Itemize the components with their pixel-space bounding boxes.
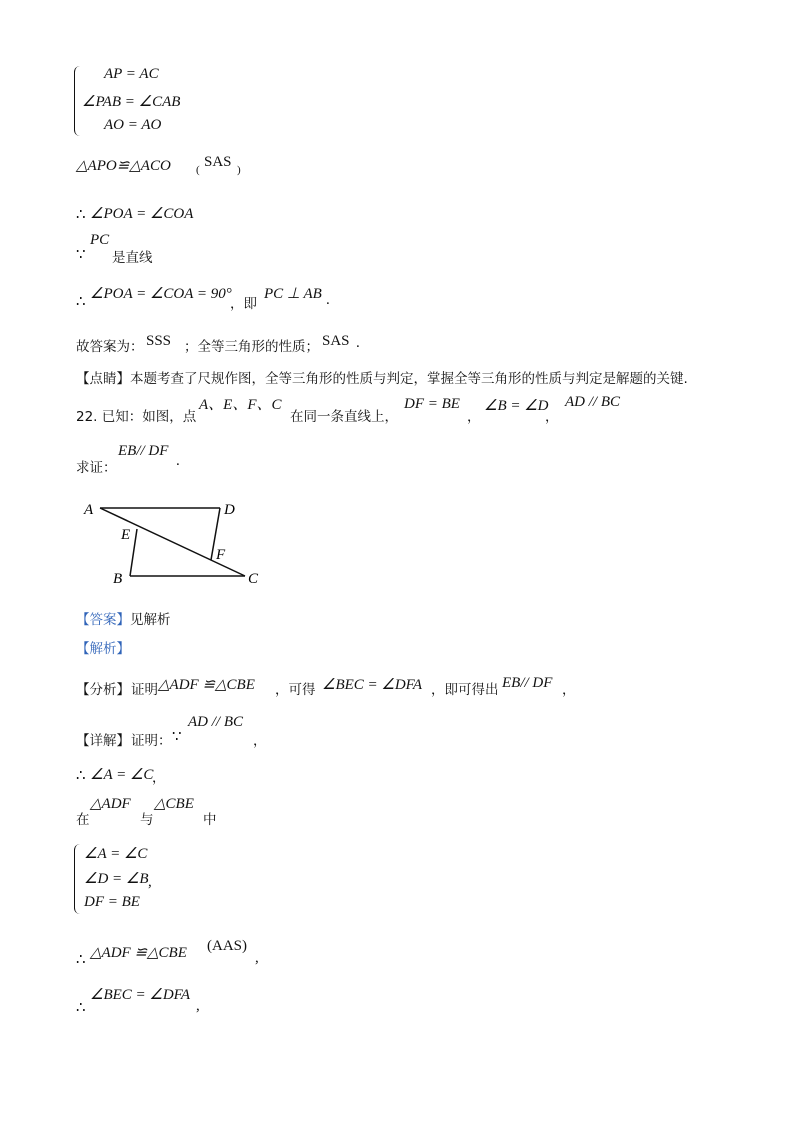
comma: , xyxy=(148,874,152,890)
math-expression: ∠BEC = ∠DFA xyxy=(90,987,191,1003)
math-expression: ∠POA = ∠COA xyxy=(90,206,194,222)
comma: , xyxy=(255,950,259,966)
therefore-symbol: ∴ xyxy=(76,768,86,784)
answer-text: 故答案为： xyxy=(76,339,144,355)
system-row: ∠PAB = ∠CAB xyxy=(82,94,181,110)
text: ， xyxy=(253,733,267,749)
because-symbol: ∵ xyxy=(172,729,182,745)
question-number: 22. 已知：如图，点 xyxy=(76,409,197,425)
system-row: AO = AO xyxy=(104,117,162,133)
prove-label: 求证： xyxy=(76,460,117,476)
text: ， xyxy=(152,770,166,786)
fenxi-tag: 【分析】 xyxy=(76,682,130,698)
congruence-expression: △ADF ≌△CBE xyxy=(90,945,187,961)
geometry-figure xyxy=(80,495,280,595)
text: ，即 xyxy=(230,296,257,312)
label-f: F xyxy=(216,547,226,563)
text: ，即可得出 xyxy=(431,682,499,698)
math-expression: ∠A = ∠C xyxy=(90,767,154,783)
therefore-symbol: ∴ xyxy=(76,1000,86,1016)
text: ， xyxy=(467,409,481,425)
paren: ( xyxy=(196,164,200,176)
reason: SAS xyxy=(204,154,232,170)
math-expression: AD // BC xyxy=(188,714,243,730)
condition: ∠B = ∠D xyxy=(484,398,549,414)
system-row: ∠A = ∠C xyxy=(84,846,148,862)
label-e: E xyxy=(121,527,131,543)
condition: AD // BC xyxy=(565,394,620,410)
text: 证明 xyxy=(131,682,158,698)
therefore-symbol: ∴ xyxy=(76,952,86,968)
system-row: AP = AC xyxy=(104,66,159,82)
period: . xyxy=(176,453,180,469)
answer-text: 见解析 xyxy=(130,612,171,628)
answer-tag: 【答案】 xyxy=(76,612,130,628)
prove-expression: EB// DF xyxy=(118,443,169,459)
comma: , xyxy=(196,998,200,1014)
text: 中 xyxy=(203,812,217,828)
text: 证明： xyxy=(131,733,172,749)
math-expression: △ADF ≌△CBE xyxy=(158,677,255,693)
therefore-symbol: ∴ xyxy=(76,207,86,223)
text: ， xyxy=(545,409,559,425)
text: 在 xyxy=(76,812,90,828)
because-symbol: ∵ xyxy=(76,247,86,263)
math-expression: PC ⊥ AB xyxy=(264,286,322,302)
answer-text: ；全等三角形的性质； xyxy=(184,339,319,355)
math-expression: EB// DF xyxy=(502,675,553,691)
congruence-expression: △APO≌△ACO xyxy=(76,158,171,174)
points: A、E、F、C xyxy=(199,397,282,413)
math-expression: ∠BEC = ∠DFA xyxy=(322,677,423,693)
comment-line: 【点睛】本题考查了尺规作图，全等三角形的性质与判定，掌握全等三角形的性质与判定是解题的关键. xyxy=(76,371,688,387)
label-c: C xyxy=(248,571,259,587)
reason: (AAS) xyxy=(207,938,247,954)
analysis-tag: 【解析】 xyxy=(76,641,130,657)
answer-value: SSS xyxy=(146,333,172,349)
therefore-symbol: ∴ xyxy=(76,294,86,310)
period: . xyxy=(326,292,330,308)
label-a: A xyxy=(84,502,94,518)
text: 在同一条直线上， xyxy=(290,409,398,425)
math-expression: △ADF xyxy=(90,796,131,812)
math-expression: PC xyxy=(90,232,110,248)
math-expression: △CBE xyxy=(154,796,194,812)
answer-value: SAS xyxy=(322,333,350,349)
system-brace xyxy=(74,844,83,914)
math-expression: ∠POA = ∠COA = 90° xyxy=(90,286,232,302)
label-b: B xyxy=(113,571,123,587)
system-row: DF = BE xyxy=(84,894,140,910)
segment-be xyxy=(130,529,137,576)
text: ，可得 xyxy=(275,682,316,698)
condition: DF = BE xyxy=(404,396,460,412)
paren: ) xyxy=(237,164,241,176)
text: 与 xyxy=(140,812,154,828)
system-row: ∠D = ∠B xyxy=(84,871,149,887)
detail-tag: 【详解】 xyxy=(76,733,130,749)
text: 是直线 xyxy=(112,250,153,266)
period: . xyxy=(356,335,360,351)
label-d: D xyxy=(224,502,235,518)
text: ， xyxy=(562,682,576,698)
